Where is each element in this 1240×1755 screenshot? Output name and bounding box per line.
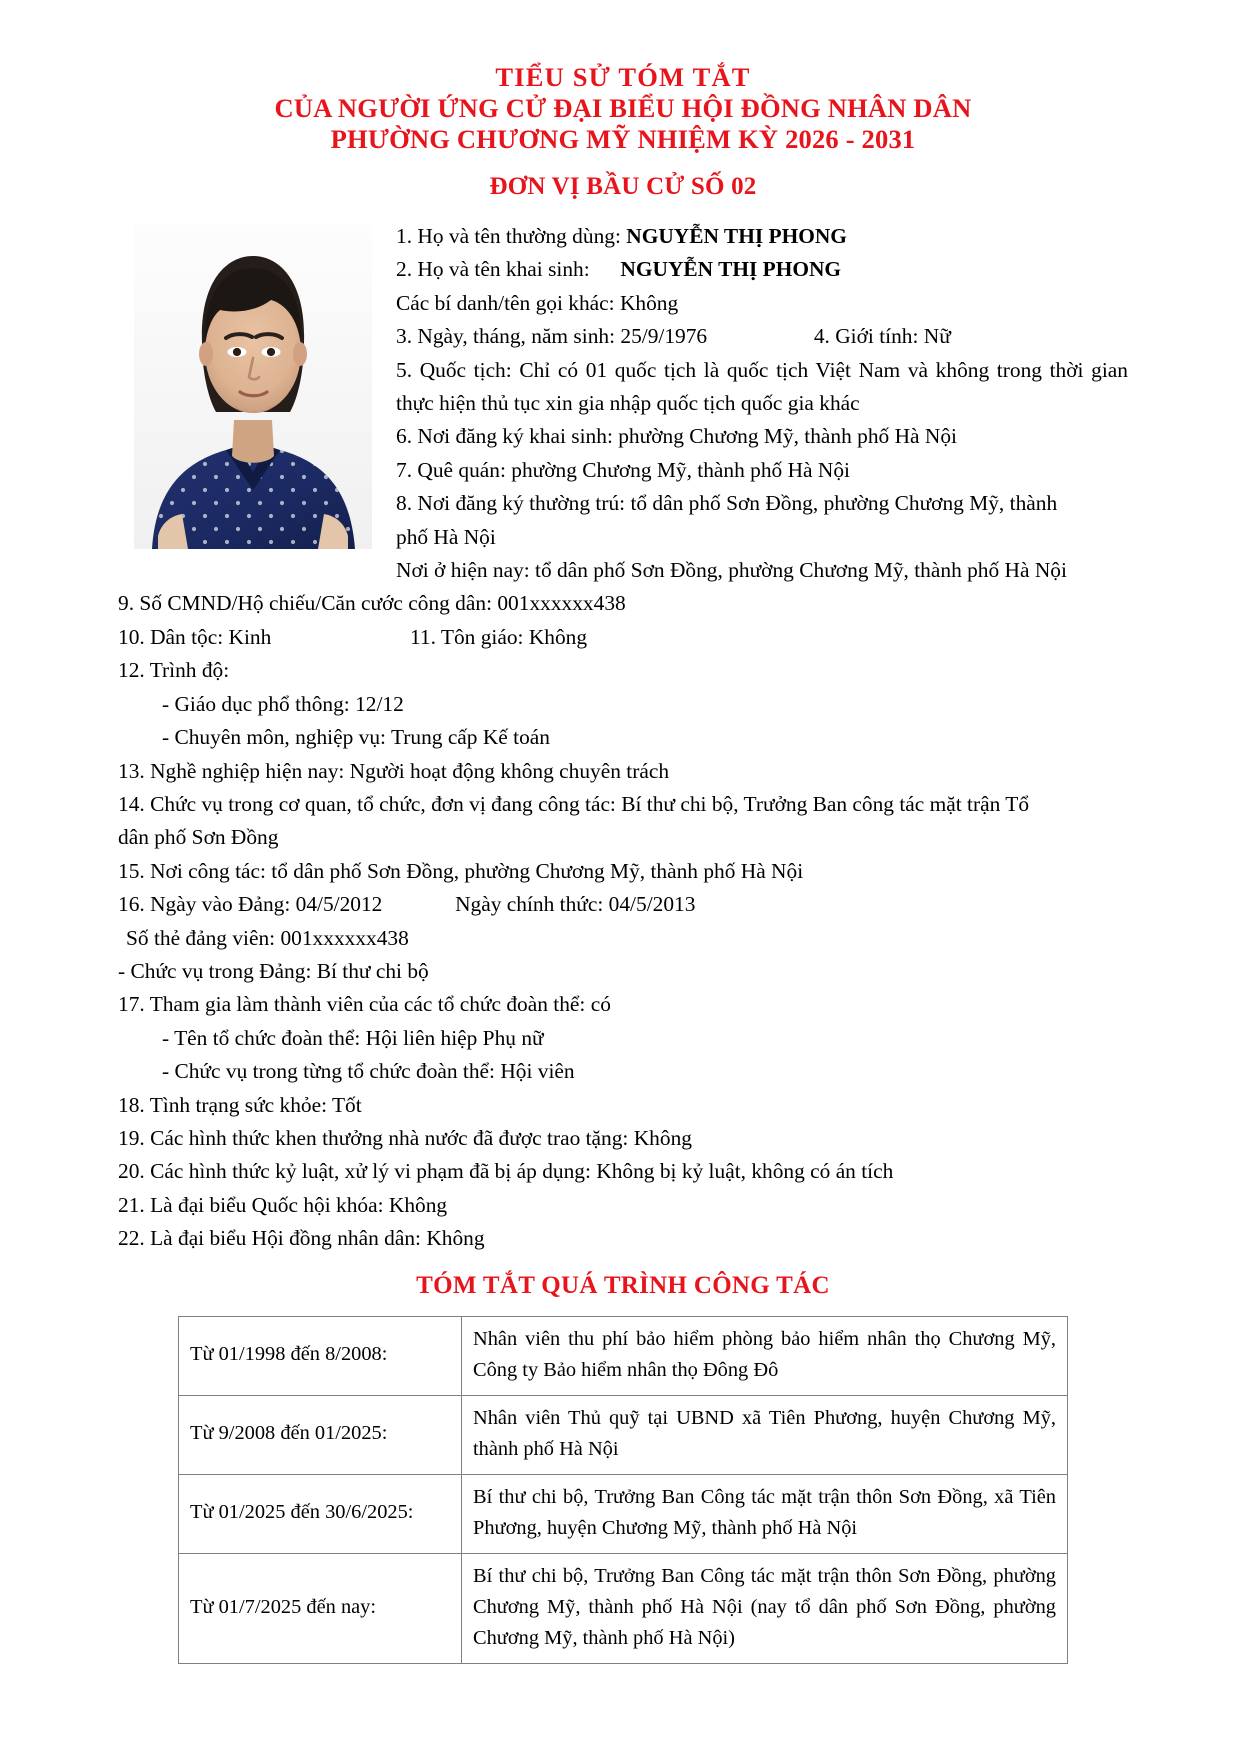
- work-history-title: TÓM TẮT QUÁ TRÌNH CÔNG TÁC: [416, 1271, 830, 1299]
- field-awards: 19. Các hình thức khen thưởng nhà nước đã được trao tặng: Không: [118, 1125, 692, 1150]
- field-hometown: 7. Quê quán: phường Chương Mỹ, thành phố Hà Nội: [396, 457, 850, 482]
- portrait-illustration: [134, 224, 372, 549]
- field-common-name-label: 1. Họ và tên thường dùng:: [396, 224, 621, 248]
- candidate-photo: [134, 224, 372, 549]
- field-dob: 3. Ngày, tháng, năm sinh: 25/9/1976: [396, 324, 708, 349]
- field-party-card-number: Số thẻ đảng viên: 001xxxxxx438: [126, 925, 409, 950]
- field-disciplinary: 20. Các hình thức kỷ luật, xử lý vi phạm đã bị áp dụng: Không bị kỷ luật, không có án tích: [118, 1159, 894, 1184]
- document-header: [118, 62, 1128, 202]
- table-row: [179, 1553, 1068, 1663]
- work-history-table-body: [179, 1316, 1068, 1663]
- table-row: [179, 1316, 1068, 1395]
- field-ethnicity-religion: [118, 621, 1128, 654]
- work-detail: Nhân viên Thủ quỹ tại UBND xã Tiên Phương, huyện Chương Mỹ, thành phố Hà Nội: [462, 1395, 1068, 1474]
- field-alias-label: Các bí danh/tên gọi khác:: [396, 290, 615, 315]
- work-detail: Bí thư chi bộ, Trưởng Ban Công tác mặt trận thôn Sơn Đồng, xã Tiên Phương, huyện Chương Mỹ, thành phố Hà Nội: [462, 1474, 1068, 1553]
- work-history-table: [178, 1316, 1068, 1664]
- field-education-heading: 12. Trình độ:: [118, 658, 230, 683]
- field-party-dates: [118, 888, 1128, 921]
- field-current-occupation: 13. Nghề nghiệp hiện nay: Người hoạt động không chuyên trách: [118, 758, 670, 783]
- field-birth-registration-place: 6. Nơi đăng ký khai sinh: phường Chương Mỹ, thành phố Hà Nội: [396, 424, 957, 449]
- field-birth-name-value: NGUYỄN THỊ PHONG: [620, 257, 842, 282]
- field-professional-education: - Chuyên môn, nghiệp vụ: Trung cấp Kế toán: [162, 725, 550, 750]
- field-ethnicity: 10. Dân tộc: Kinh: [118, 624, 272, 649]
- work-detail: Nhân viên thu phí bảo hiểm phòng bảo hiểm nhân thọ Chương Mỹ, Công ty Bảo hiểm nhân thọ Đông Đô: [462, 1316, 1068, 1395]
- field-general-education: - Giáo dục phổ thông: 12/12: [162, 691, 404, 716]
- field-party-position: - Chức vụ trong Đảng: Bí thư chi bộ: [118, 958, 429, 983]
- personal-info-bottom: [118, 587, 1128, 1255]
- field-organization-position-line1: 14. Chức vụ trong cơ quan, tổ chức, đơn vị đang công tác: Bí thư chi bộ, Trưởng Ban công tác mặt trận Tổ: [118, 791, 1030, 816]
- field-organization-position-line2: dân phố Sơn Đồng: [118, 825, 279, 850]
- field-organization-name: - Tên tổ chức đoàn thể: Hội liên hiệp Phụ nữ: [162, 1025, 544, 1050]
- field-national-assembly-delegate: 21. Là đại biểu Quốc hội khóa: Không: [118, 1192, 448, 1217]
- work-period: Từ 01/2025 đến 30/6/2025:: [179, 1474, 462, 1553]
- table-row: [179, 1474, 1068, 1553]
- work-detail: Bí thư chi bộ, Trưởng Ban Công tác mặt trận thôn Sơn Đồng, phường Chương Mỹ, thành phố Hà Nội (nay tổ dân phố Sơn Đồng, phường Chương Mỹ, thành phố Hà Nội): [462, 1553, 1068, 1663]
- table-row: [179, 1395, 1068, 1474]
- work-period: Từ 01/1998 đến 8/2008:: [179, 1316, 462, 1395]
- header-electoral-unit: ĐƠN VỊ BẦU CỬ SỐ 02: [489, 173, 757, 200]
- header-title-line-2: CỦA NGƯỜI ỨNG CỬ ĐẠI BIỂU HỘI ĐỒNG NHÂN DÂN: [274, 93, 972, 123]
- field-religion: 11. Tôn giáo: Không: [410, 624, 588, 649]
- field-birth-name-label: 2. Họ và tên khai sinh:: [396, 257, 590, 282]
- field-peoples-council-delegate: 22. Là đại biểu Hội đồng nhân dân: Không: [118, 1226, 485, 1251]
- field-workplace: 15. Nơi công tác: tổ dân phố Sơn Đồng, phường Chương Mỹ, thành phố Hà Nội: [118, 858, 804, 883]
- field-party-official-date: Ngày chính thức: 04/5/2013: [455, 892, 696, 917]
- field-alias-value: Không: [619, 290, 679, 315]
- field-organization-role: - Chức vụ trong từng tổ chức đoàn thể: Hội viên: [162, 1059, 575, 1084]
- field-party-join-date: 16. Ngày vào Đảng: 04/5/2012: [118, 892, 383, 917]
- field-permanent-residence-line2: phố Hà Nội: [396, 524, 496, 549]
- field-nationality: 5. Quốc tịch: Chỉ có 01 quốc tịch là quốc tịch Việt Nam và không trong thời gian thực hiện thủ tục xin gia nhập quốc tịch quốc gia khác: [396, 357, 1128, 416]
- field-gender: 4. Giới tính: Nữ: [813, 324, 951, 349]
- field-permanent-residence-line1: 8. Nơi đăng ký thường trú: tổ dân phố Sơn Đồng, phường Chương Mỹ, thành: [396, 491, 1058, 516]
- field-id-number: 9. Số CMND/Hộ chiếu/Căn cước công dân: 001xxxxxx438: [118, 591, 626, 616]
- field-current-residence: Nơi ở hiện nay: tổ dân phố Sơn Đồng, phường Chương Mỹ, thành phố Hà Nội: [396, 558, 1067, 583]
- header-title-line-3: PHƯỜNG CHƯƠNG MỸ NHIỆM KỲ 2026 - 2031: [330, 124, 916, 154]
- field-health-status: 18. Tình trạng sức khỏe: Tốt: [118, 1092, 362, 1117]
- intro-block: [118, 220, 1128, 587]
- field-common-name-value: NGUYỄN THỊ PHONG: [626, 224, 847, 248]
- field-mass-organizations: 17. Tham gia làm thành viên của các tổ chức đoàn thể: có: [118, 992, 611, 1017]
- work-period: Từ 01/7/2025 đến nay:: [179, 1553, 462, 1663]
- work-period: Từ 9/2008 đến 01/2025:: [179, 1395, 462, 1474]
- header-title-line-1: TIỂU SỬ TÓM TẮT: [495, 62, 751, 92]
